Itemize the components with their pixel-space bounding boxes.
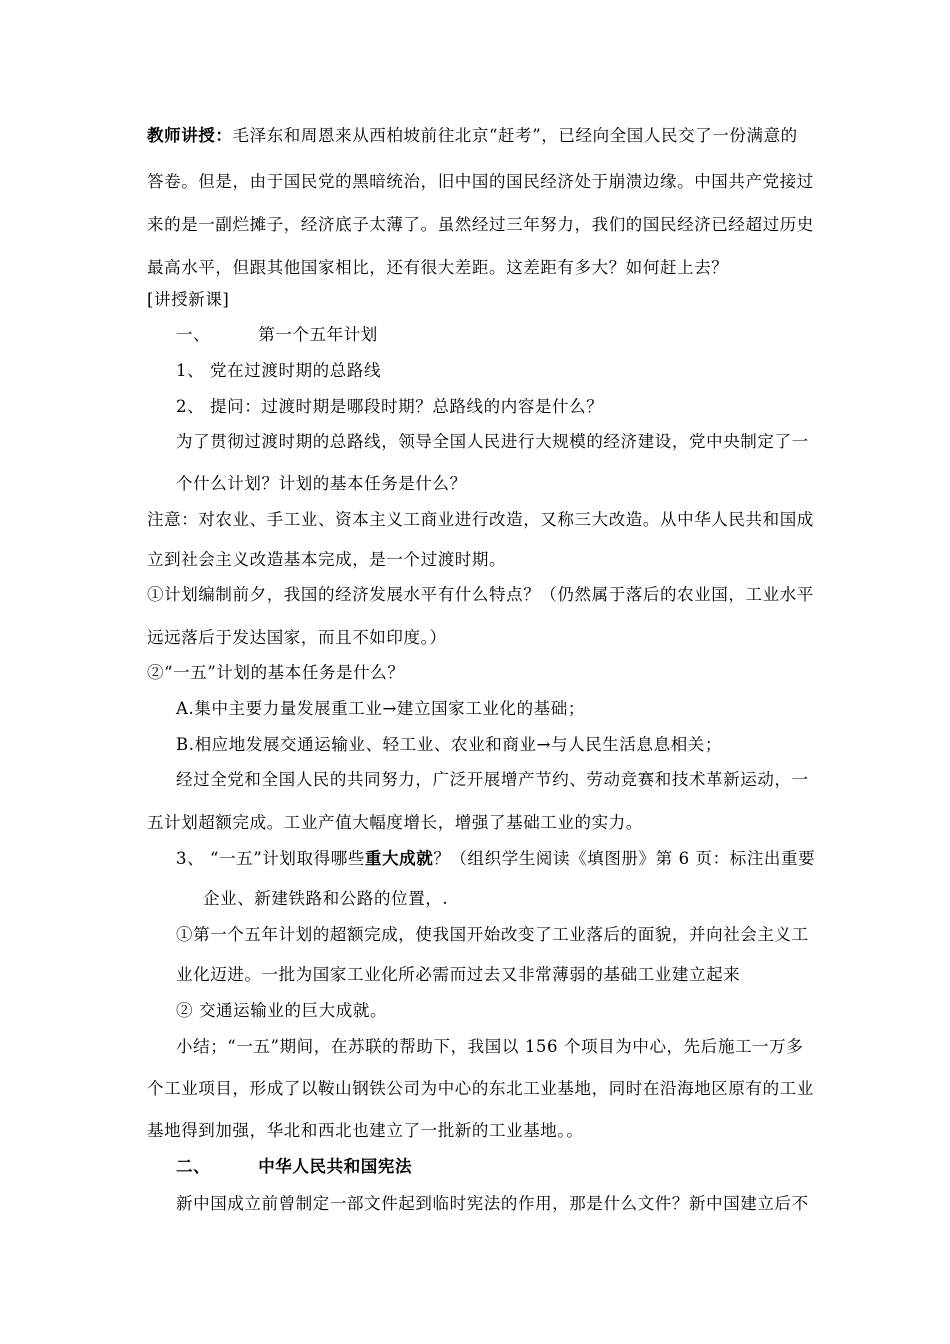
section-1-item-2: 2、 提问：过渡时期是哪段时期？总路线的内容是什么？ <box>176 397 604 416</box>
intro-line-3: 来的是一副烂摊子，经济底子太薄了。虽然经过三年努力，我们的国民经济已经超过历史 <box>147 215 814 234</box>
section-2-title: 中华人民共和国宪法 <box>258 1157 413 1176</box>
item-3-line-2: 企业、新建铁路和公路的位置，. <box>203 889 449 908</box>
section-2-heading <box>176 1157 412 1177</box>
task-a: A.集中主要力量发展重工业→建立国家工业化的基础； <box>176 699 585 718</box>
achievement-2: ② 交通运输业的巨大成就。 <box>176 1001 388 1020</box>
section-1-number: 一、 <box>176 325 211 344</box>
section-1-item-1: 1、 党在过渡时期的总路线 <box>176 361 382 380</box>
intro-line-4: 最高水平，但跟其他国家相比，还有很大差距。这差距有多大？如何赶上去？ <box>147 258 729 277</box>
task-b: B.相应地发展交通运输业、轻工业、农业和商业→与人民生活息息相关； <box>176 735 722 754</box>
intro-line-2: 答卷。但是，由于国民党的黑暗统治，旧中国的国民经济处于崩溃边缘。中国共产党接过 <box>147 172 814 191</box>
summary-line-1: 小结；“一五”期间，在苏联的帮助下，我国以 156 个项目为中心，先后施工一万多 <box>176 1037 804 1056</box>
question-2: ②“一五”计划的基本任务是什么？ <box>147 663 405 682</box>
question-1-line-1: ①计划编制前夕，我国的经济发展水平有什么特点？（仍然属于落后的农业国，工业水平 <box>147 585 814 604</box>
new-lesson-heading: [讲授新课] <box>147 290 230 309</box>
section-1-item-3 <box>176 849 815 869</box>
question-1-line-2: 远远落后于发达国家，而且不如印度。） <box>147 628 447 647</box>
para-1-line-1: 为了贯彻过渡时期的总路线，领导全国人民进行大规模的经济建设，党中央制定了一 <box>176 432 809 451</box>
section-1-title: 第一个五年计划 <box>258 325 378 344</box>
note-line-1: 注意：对农业、手工业、资本主义工商业进行改造，又称三大改造。从中华人民共和国成 <box>147 510 814 529</box>
section-2-number: 二、 <box>176 1157 211 1176</box>
section-2-para-line-1: 新中国成立前曾制定一部文件起到临时宪法的作用，那是什么文件？新中国建立后不 <box>176 1194 809 1213</box>
intro-line-1 <box>147 126 798 146</box>
summary-line-3: 基地得到加强，华北和西北也建立了一批新的工业基地。。 <box>147 1121 584 1140</box>
item-3-prefix: 3、 “一五”计划取得哪些 <box>176 849 365 868</box>
achievement-1-line-1: ①第一个五年计划的超额完成，使我国开始改变了工业落后的面貌，并向社会主义工 <box>176 925 809 944</box>
section-1-heading <box>176 325 378 345</box>
summary-line-2: 个工业项目，形成了以鞍山钢铁公司为中心的东北工业基地，同时在沿海地区原有的工业 <box>147 1079 814 1098</box>
intro-text-1: 毛泽东和周恩来从西柏坡前往北京“赶考”，已经向全国人民交了一份满意的 <box>232 126 798 145</box>
para-2-line-1: 经过全党和全国人民的共同努力，广泛开展增产节约、劳动竞赛和技术革新运动，一 <box>176 770 809 789</box>
para-1-line-2: 个什么计划？计划的基本任务是什么？ <box>176 474 467 493</box>
item-3-suffix: ？（组织学生阅读《填图册》第 6 页：标注出重要 <box>433 849 816 868</box>
achievement-1-line-2: 业化迈进。一批为国家工业化所必需而过去又非常薄弱的基础工业建立起来 <box>176 965 741 984</box>
item-3-bold: 重大成就 <box>364 849 434 868</box>
para-2-line-2: 五计划超额完成。工业产值大幅度增长，增强了基础工业的实力。 <box>147 813 643 832</box>
intro-label: 教师讲授： <box>147 126 233 145</box>
note-line-2: 立到社会主义改造基本完成，是一个过渡时期。 <box>147 550 507 569</box>
